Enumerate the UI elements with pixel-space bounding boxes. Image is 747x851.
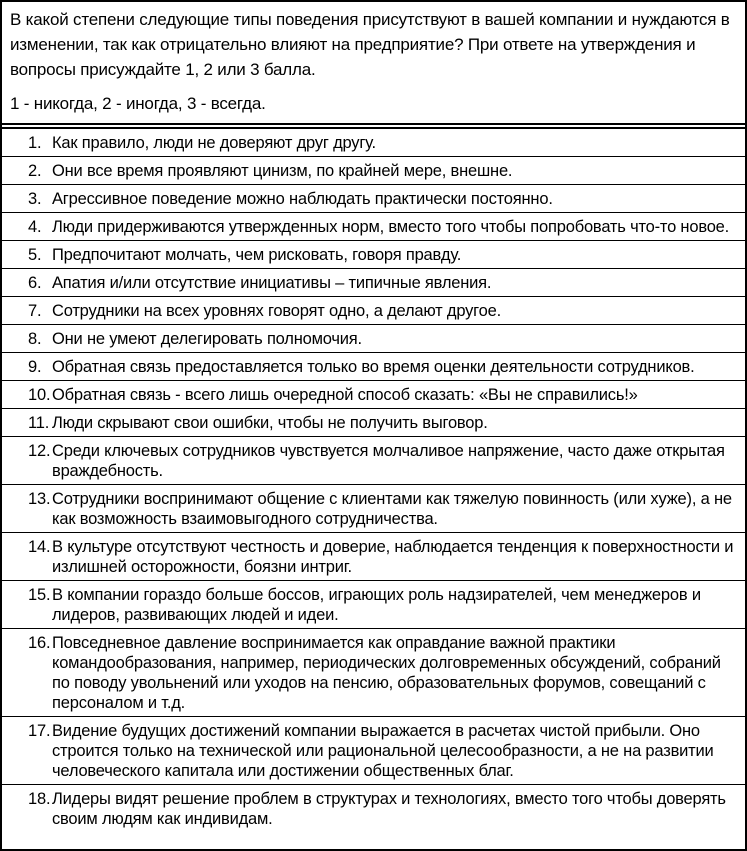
table-row <box>2 533 745 581</box>
item-text: Люди придерживаются утвержденных норм, вместо того чтобы попробовать что-то новое. <box>52 218 730 236</box>
item-number: 1. <box>28 134 42 152</box>
item-text: Сотрудники воспринимают общение с клиентами как тяжелую повинность (или хуже), а не как возможность взаимовыгодного сотрудничества. <box>52 490 732 528</box>
table-row <box>2 213 745 241</box>
item-text: Лидеры видят решение проблем в структурах и технологиях, вместо того чтобы доверять своим людям как индивидам. <box>52 790 726 828</box>
item-number: 16. <box>28 634 51 652</box>
table-row <box>2 241 745 269</box>
table-row <box>2 409 745 437</box>
table-row <box>2 437 745 485</box>
item-number: 11. <box>28 414 50 432</box>
table-row <box>2 129 745 157</box>
table-row <box>2 185 745 213</box>
table-row <box>2 629 745 717</box>
item-text: Они все время проявляют цинизм, по крайней мере, внешне. <box>52 162 513 180</box>
table-row <box>2 485 745 533</box>
item-text: Видение будущих достижений компании выражается в расчетах чистой прибыли. Оно строится только на технической или рациональной целесообразности, а не на развитии человеческого капитала или достижении общественных благ. <box>52 722 714 780</box>
item-number: 13. <box>28 490 51 508</box>
item-number: 17. <box>28 722 51 740</box>
item-number: 10. <box>28 386 51 404</box>
item-text: Сотрудники на всех уровнях говорят одно, а делают другое. <box>52 302 501 320</box>
item-text: Среди ключевых сотрудников чувствуется молчаливое напряжение, часто даже открытая враждебность. <box>52 442 725 480</box>
item-text: Обратная связь - всего лишь очередной способ сказать: «Вы не справились!» <box>52 386 638 404</box>
table-row <box>2 269 745 297</box>
item-number: 18. <box>28 790 51 808</box>
table-row <box>2 717 745 785</box>
item-text: Обратная связь предоставляется только во время оценки деятельности сотрудников. <box>52 358 695 376</box>
table-row <box>2 381 745 409</box>
item-text: В компании гораздо больше боссов, играющих роль надзирателей, чем менеджеров и лидеров, развивающих людей и идеи. <box>52 586 701 624</box>
item-number: 4. <box>28 218 42 236</box>
item-text: Повседневное давление воспринимается как оправдание важной практики командообразования, например, периодических долговременных обсуждений, собраний по поводу увольнений или уходов на пенсию, образовательных форумов, совещаний с персоналом и т.д. <box>52 634 721 712</box>
table-row <box>2 353 745 381</box>
item-number: 5. <box>28 246 42 264</box>
table-row <box>2 581 745 629</box>
item-text: Люди скрывают свои ошибки, чтобы не получить выговор. <box>52 414 488 432</box>
item-text: Как правило, люди не доверяют друг другу. <box>52 134 376 152</box>
item-text: Предпочитают молчать, чем рисковать, говоря правду. <box>52 246 462 264</box>
item-number: 7. <box>28 302 42 320</box>
item-number: 3. <box>28 190 42 208</box>
item-text: В культуре отсутствуют честность и доверие, наблюдается тенденция к поверхностности и излишней осторожности, боязни интриг. <box>52 538 734 576</box>
item-number: 9. <box>28 358 42 376</box>
intro-text: В какой степени следующие типы поведения присутствуют в вашей компании и нуждаются в изменении, так как отрицательно влияют на предприятие? При ответе на утверждения и вопросы присуждайте 1, 2 или 3 балла. <box>10 10 730 79</box>
item-number: 12. <box>28 442 51 460</box>
table-row <box>2 785 745 832</box>
item-number: 14. <box>28 538 51 556</box>
item-number: 15. <box>28 586 51 604</box>
behavior-items-table <box>2 127 745 832</box>
item-number: 2. <box>28 162 42 180</box>
item-text: Они не умеют делегировать полномочия. <box>52 330 362 348</box>
item-number: 8. <box>28 330 42 348</box>
table-row <box>2 325 745 353</box>
table-row <box>2 297 745 325</box>
document-header <box>2 2 745 125</box>
rating-scale-note: 1 - никогда, 2 - иногда, 3 - всегда. <box>10 94 266 113</box>
table-row <box>2 157 745 185</box>
item-text: Агрессивное поведение можно наблюдать практически постоянно. <box>52 190 553 208</box>
item-number: 6. <box>28 274 42 292</box>
item-text: Апатия и/или отсутствие инициативы – типичные явления. <box>52 274 492 292</box>
